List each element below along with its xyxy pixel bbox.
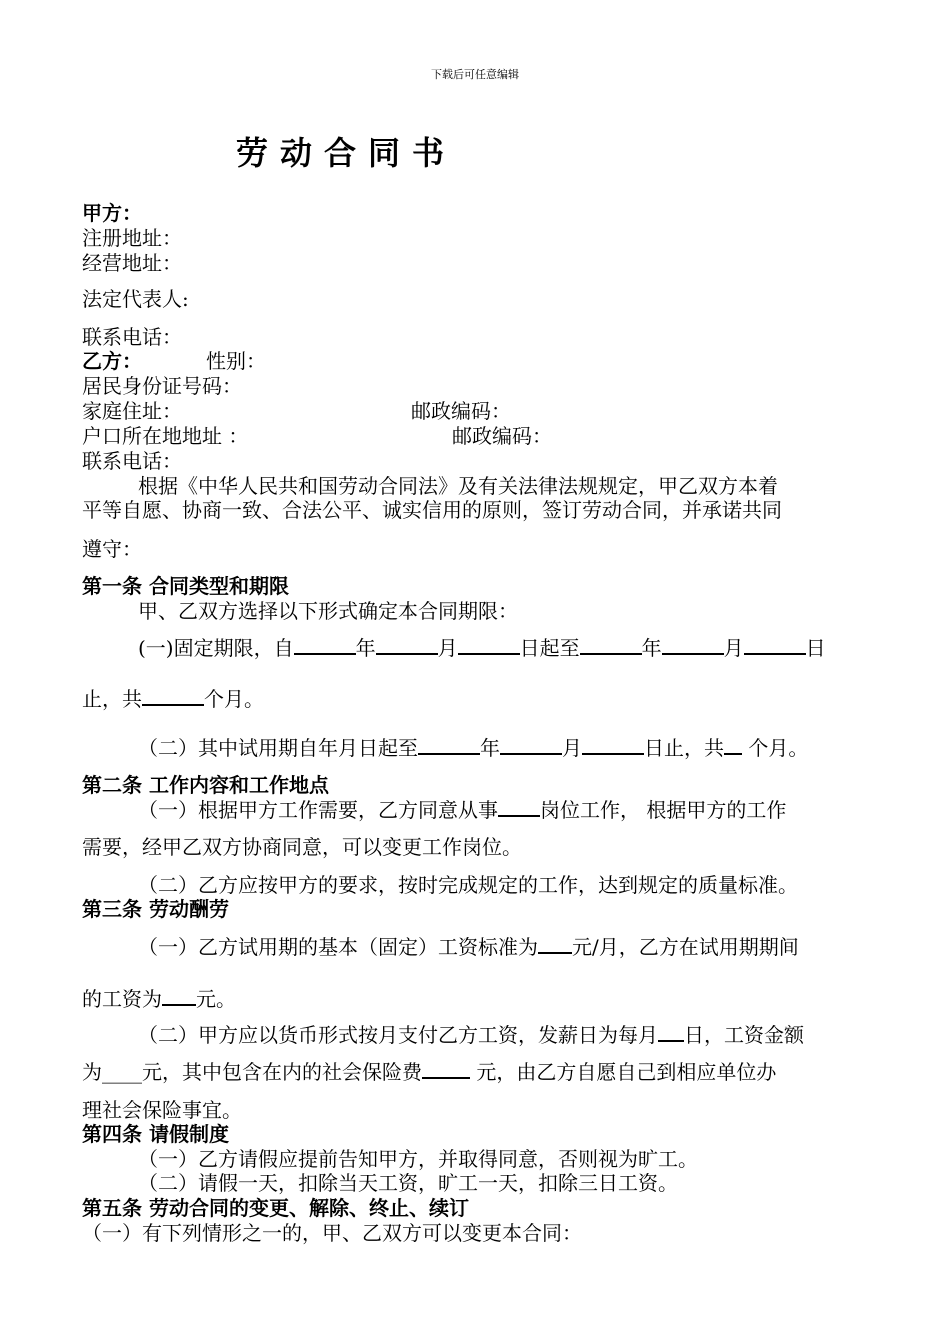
year-label: 年 — [480, 736, 500, 760]
article-3-para-2c — [82, 1059, 776, 1084]
article-4-heading: 第四条 请假制度 — [82, 1122, 229, 1146]
intro-line-3: 遵守： — [82, 537, 142, 561]
from-day-label: 日起至 — [519, 636, 580, 660]
article-3-text-h: 元，由乙方自愿自己到相应单位办 — [470, 1060, 777, 1084]
article-5-para-1: （一）有下列情形之一的，甲、乙双方可以变更本合同： — [82, 1221, 582, 1245]
party-b-phone: 联系电话： — [82, 449, 182, 473]
blank-probation-wage — [538, 934, 572, 954]
day-label: 日 — [805, 636, 826, 660]
intro-line-2: 平等自愿、协商一致、合法公平、诚实信用的原则，签订劳动合同，并承诺共同 — [82, 498, 782, 522]
blank-probation-day — [582, 735, 644, 755]
party-b-hukou-address: 户口所在地地址 ： — [82, 424, 249, 448]
article-1-heading: 第一条 合同类型和期限 — [82, 574, 289, 598]
article-3-text-a: （一）乙方试用期的基本（固定）工资标准为 — [138, 935, 538, 959]
blank-start-month — [376, 635, 438, 655]
blank-end-year — [580, 635, 642, 655]
article-3-text-d: 元。 — [196, 987, 236, 1011]
intro-line-1: 根据《中华人民共和国劳动合同法》及有关法律法规规定，甲乙双方本着 — [138, 474, 778, 498]
article-3-text-g: 为____元，其中包含在内的社会保险费 — [82, 1060, 422, 1084]
blank-total-months — [142, 686, 204, 706]
article-3-para-1a — [138, 934, 799, 959]
party-a-legal-rep: 法定代表人: — [82, 287, 189, 311]
blank-probation-months — [724, 735, 742, 755]
article-3-text-c: 的工资为 — [82, 987, 162, 1011]
month-label: 月 — [723, 636, 744, 660]
blank-end-month — [662, 635, 724, 655]
article-3-text-f: 日，工资金额 — [684, 1023, 804, 1047]
month-label: 月 — [437, 636, 458, 660]
party-a-label: 甲方： — [82, 201, 142, 225]
article-1-paragraph: 甲、乙双方选择以下形式确定本合同期限： — [138, 599, 518, 623]
party-b-home-postcode: 邮政编码： — [411, 399, 511, 423]
blank-start-day — [458, 635, 520, 655]
party-a-registered-address: 注册地址： — [82, 226, 182, 250]
article-3-para-1c — [82, 986, 236, 1011]
article-3-heading: 第三条 劳动酬劳 — [82, 897, 229, 921]
party-b-label: 乙方： — [82, 349, 142, 373]
article-4-para-2: （二）请假一天，扣除当天工资，旷工一天，扣除三日工资。 — [138, 1171, 678, 1195]
party-b-id-number: 居民身份证号码： — [82, 374, 242, 398]
article-2-para-2: （二）乙方应按甲方的要求，按时完成规定的工作，达到规定的质量标准。 — [138, 873, 798, 897]
article-3-para-2e: 理社会保险事宜。 — [82, 1098, 242, 1122]
blank-probation-month — [500, 735, 562, 755]
months-suffix: 个月。 — [204, 687, 264, 711]
month-label: 月 — [562, 736, 582, 760]
article-5-heading: 第五条 劳动合同的变更、解除、终止、续订 — [82, 1196, 469, 1220]
party-b-home-address: 家庭住址： — [82, 399, 182, 423]
fixed-term-prefix: (一)固定期限，自 — [138, 636, 294, 660]
article-2-heading: 第二条 工作内容和工作地点 — [82, 773, 329, 797]
article-2-para-1c: 需要，经甲乙双方协商同意，可以变更工作岗位。 — [82, 835, 522, 859]
article-2-text-b: 岗位工作， 根据甲方的工作 — [540, 798, 787, 822]
party-a-business-address: 经营地址： — [82, 251, 182, 275]
blank-position — [498, 797, 540, 817]
article-2-para-1a — [138, 797, 786, 822]
total-prefix: 止，共 — [82, 687, 142, 711]
blank-start-year — [294, 635, 356, 655]
article-3-para-2a — [138, 1022, 804, 1047]
stop-total-label: 日止，共 — [644, 736, 724, 760]
article-1-total — [82, 686, 264, 711]
blank-insurance — [422, 1059, 470, 1079]
party-b-gender: 性别： — [206, 349, 266, 373]
blank-end-day — [744, 635, 806, 655]
article-4-para-1: （一）乙方请假应提前告知甲方，并取得同意，否则视为旷工。 — [138, 1147, 698, 1171]
blank-probation-year — [418, 735, 480, 755]
article-1-fixed-term — [138, 635, 826, 660]
article-3-text-b: 元/月，乙方在试用期期间 — [572, 935, 799, 959]
probation-suffix: 个月。 — [742, 736, 809, 760]
party-a-phone: 联系电话： — [82, 325, 182, 349]
article-2-text-a: （一）根据甲方工作需要，乙方同意从事 — [138, 798, 498, 822]
article-3-text-e: （二）甲方应以货币形式按月支付乙方工资，发薪日为每月 — [138, 1023, 658, 1047]
party-b-hukou-postcode: 邮政编码： — [452, 424, 552, 448]
probation-prefix: （二）其中试用期自年月日起至 — [138, 736, 418, 760]
document-title: 劳动合同书 — [236, 134, 457, 172]
blank-payday — [658, 1022, 684, 1042]
header-note: 下载后可任意编辑 — [431, 68, 519, 81]
blank-probation-pay — [162, 986, 196, 1006]
year-label: 年 — [355, 636, 376, 660]
article-1-probation — [138, 735, 808, 760]
year-label: 年 — [641, 636, 662, 660]
